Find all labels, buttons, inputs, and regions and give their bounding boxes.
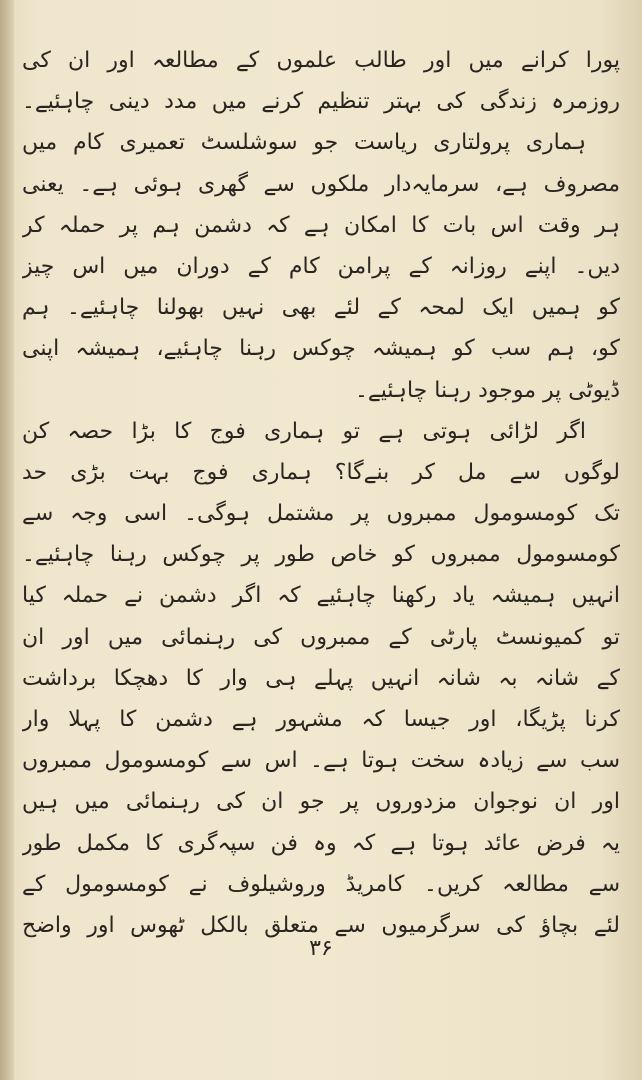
text-line: لوگوں سے مل کر بنےگا؟ ہماری فوج بہت بڑی حد [22, 459, 620, 485]
text-line: اور ان نوجوان مزدوروں پر جو ان کی رہنمائی میں ہیں [22, 789, 620, 815]
page-gutter [0, 0, 14, 1080]
text-line: انہیں ہمیشہ یاد رکھنا چاہئیے کہ اگر دشمن نے حملہ کیا [22, 583, 620, 609]
text-line: ہماری پرولتاری ریاست جو سوشلسٹ تعمیری کام میں [22, 130, 586, 156]
text-line: کرنا پڑیگا، اور جیسا کہ مشہور ہے دشمن کا پہلا وار [22, 707, 620, 732]
text-line: اگر لڑائی ہوتی ہے تو ہماری فوج کا بڑا حصہ کن [22, 418, 586, 444]
text-line: تک کومسومول ممبروں پر مشتمل ہوگی۔ اسی وجہ سے [22, 501, 620, 527]
text-line: دیں۔ اپنے روزانہ کے پرامن کام کے دوران میں اس چیز [22, 253, 620, 279]
text-line: پورا کرانے میں اور طالب علموں کے مطالعہ اور ان کی [22, 48, 620, 73]
page-number: ۳۶ [309, 936, 333, 961]
text-line: ہر وقت اس بات کا امکان ہے کہ دشمن ہم پر حملہ کر [22, 212, 620, 238]
text-line: تو کمیونسٹ پارٹی کے ممبروں کی رہنمائی میں اور ان [22, 624, 620, 650]
text-line: کے شانہ بہ شانہ انہیں پہلے ہی وار کا دھچکا برداشت [22, 665, 620, 691]
urdu-text-block [22, 40, 620, 946]
text-line: کومسومول ممبروں کو خاص طور پر چوکس رہنا چاہئیے۔ [22, 542, 620, 568]
text-line: لئے بچاؤ کی سرگرمیوں سے متعلق بالکل ٹھوس اور واضح [22, 912, 620, 938]
text-line: سے مطالعہ کریں۔ کامریڈ وروشیلوف نے کومسومول کے [22, 871, 620, 897]
text-line: سب سے زیادہ سخت ہوتا ہے۔ اس سے کومسومول ممبروں [22, 748, 620, 774]
text-line: ڈیوٹی پر موجود رہنا چاہئیے۔ [355, 377, 620, 403]
text-line: مصروف ہے، سرمایہ‌دار ملکوں سے گھری ہوئی ہے۔ یعنی [22, 171, 620, 197]
text-line: روزمرہ زندگی کی بہتر تنظیم کرنے میں مدد دینی چاہئیے۔ [22, 89, 620, 115]
text-line: یہ فرض عائد ہوتا ہے کہ وہ فن سپہ‌گری کا مکمل طور [22, 830, 620, 856]
text-line: کو، ہم سب کو ہمیشہ چوکس رہنا چاہئیے، ہمیشہ اپنی [22, 336, 620, 362]
text-line: کو ہمیں ایک لمحہ کے لئے بھی نہیں بھولنا چاہئیے۔ ہم [22, 295, 620, 321]
